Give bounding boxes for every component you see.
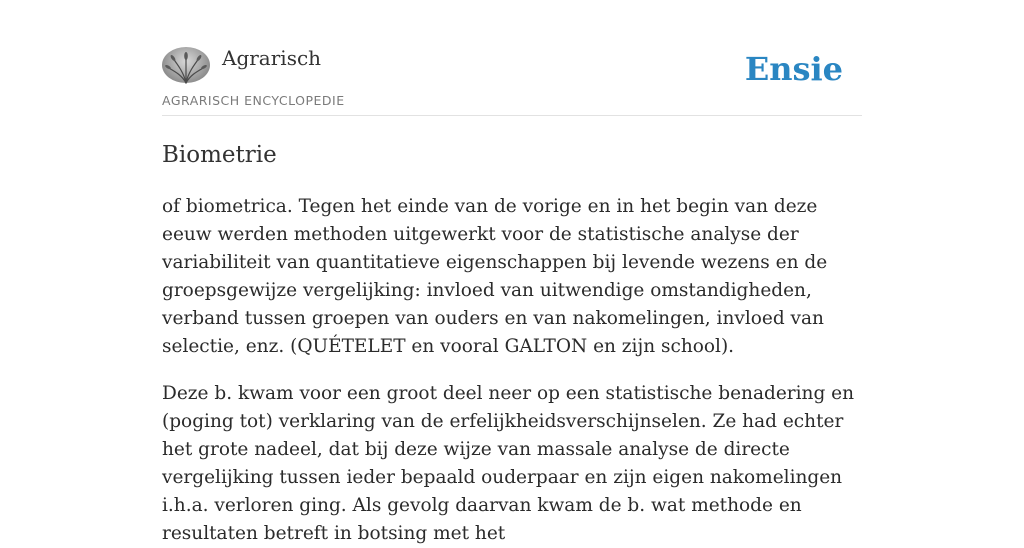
article-body: [162, 193, 862, 548]
site-name-link[interactable]: Agrarisch: [222, 46, 322, 70]
site-subtitle: AGRARISCH ENCYCLOPEDIE: [162, 93, 345, 108]
ensie-brand-link[interactable]: Ensie: [744, 50, 843, 88]
wheat-icon[interactable]: [162, 47, 210, 83]
content-container: [162, 0, 862, 548]
site-header: [162, 0, 862, 116]
article-title: Biometrie: [162, 142, 277, 168]
article-paragraph: Deze b. kwam voor een groot deel neer op een statistische benadering en (poging tot) verklaring van de erfelijkheidsverschijnselen. Ze had echter het grote nadeel, dat bij deze wijze van massale analyse de directe vergelijking tussen ieder bepaald ouderpaar en zijn eigen nakomelingen i.h.a. verloren ging. Als gevolg daarvan kwam de b. wat methode en resultaten betreft in botsing met het: [162, 383, 855, 544]
article-paragraph: of biometrica. Tegen het einde van de vorige en in het begin van deze eeuw werden methoden uitgewerkt voor de statistische analyse der variabiliteit van quantitatieve eigenschappen bij levende wezens en de groepsgewijze vergelijking: invloed van uitwendige omstandigheden, verband tussen groepen van ouders en van nakomelingen, invloed van selectie, enz. (QUÉTELET en vooral GALTON en zijn school).: [162, 196, 828, 357]
